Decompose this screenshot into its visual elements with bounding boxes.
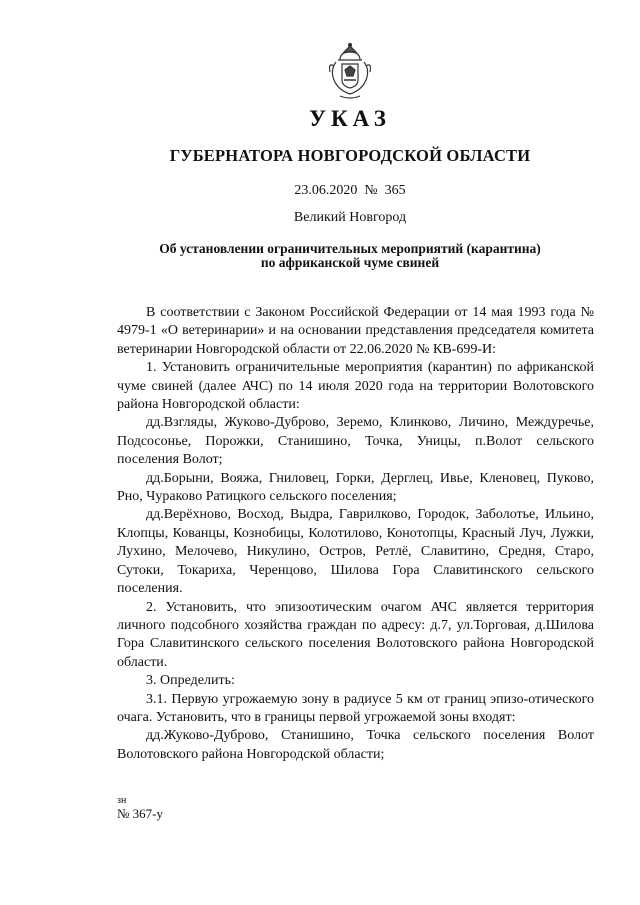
item-1-paragraph: 1. Установить ограничительные мероприятия (карантин) по африканской чуме свиней (далее АЧС) по 14 июля 2020 года на территории Волотовского района Новгородской области: [117, 360, 594, 413]
document-body [117, 304, 594, 764]
date-and-number: 23.06.2020 № 365 [294, 183, 406, 198]
item-3-paragraph: 3. Определить: [146, 673, 235, 689]
coat-of-arms-emblem-icon [326, 42, 374, 102]
preamble-paragraph: В соответствии с Законом Российской Федерации от 14 мая 1993 года № 4979-1 «О ветеринарии» и на основании представления председателя комитета ветеринарии Новгородской области от 22.06.2020 № КВ-699-И: [117, 305, 594, 357]
item-2-paragraph: 2. Установить, что эпизоотическим очагом АЧС является территория личного подсобного хозяйства граждан по адресу: д.7, ул.Торговая, д.Шилова Гора Славитинского сельского поселения Волотовского района Новгородской области. [117, 599, 594, 670]
item-3-1-paragraph: 3.1. Первую угрожаемую зону в радиусе 5 км от границ эпизо-отического очага. Установить, что в границы первой угрожаемой зоны входят: [117, 691, 594, 725]
subject-heading [0, 242, 640, 270]
registration-number: № 367-у [117, 806, 163, 821]
document-footer [117, 795, 163, 821]
item-3-1-settlements: дд.Жуково-Дуброво, Станишино, Точка сельского поселения Волот Волотовского района Новгородской области; [117, 728, 594, 762]
item-1-settlements-1: дд.Взгляды, Жуково-Дуброво, Зеремо, Клинково, Личино, Междуречье, Подсосонье, Порожки, Станишино, Точка, Уницы, п.Волот сельского поселения Волот; [117, 415, 594, 468]
executor-initials: зн [117, 795, 127, 806]
issuer-heading: ГУБЕРНАТОРА НОВГОРОДСКОЙ ОБЛАСТИ [169, 146, 531, 165]
subject-line-2: по африканской чуме свиней [260, 255, 440, 270]
document-title: УКАЗ [309, 106, 391, 131]
item-1-settlements-3: дд.Верёхново, Восход, Выдра, Гаврилково, Городок, Заболотье, Ильино, Клопцы, Кованцы, Кознобицы, Колотилово, Конотопцы, Красный Луч, Лужки, Лухино, Мелочево, Никулино, Остров, Ретлё, Славитино, Средня, Старо, Сутоки, Токариха, Черенцово, Шилова Гора Славитинского сельского поселения. [117, 507, 594, 597]
city-line: Великий Новгород [293, 210, 407, 225]
item-1-settlements-2: дд.Борыни, Вояжа, Гниловец, Горки, Дерглец, Ивье, Кленовец, Пуково, Рно, Чураково Ратицкого сельского поселения; [117, 470, 594, 505]
subject-line-1: Об установлении ограничительных мероприятий (карантина) [159, 241, 541, 256]
